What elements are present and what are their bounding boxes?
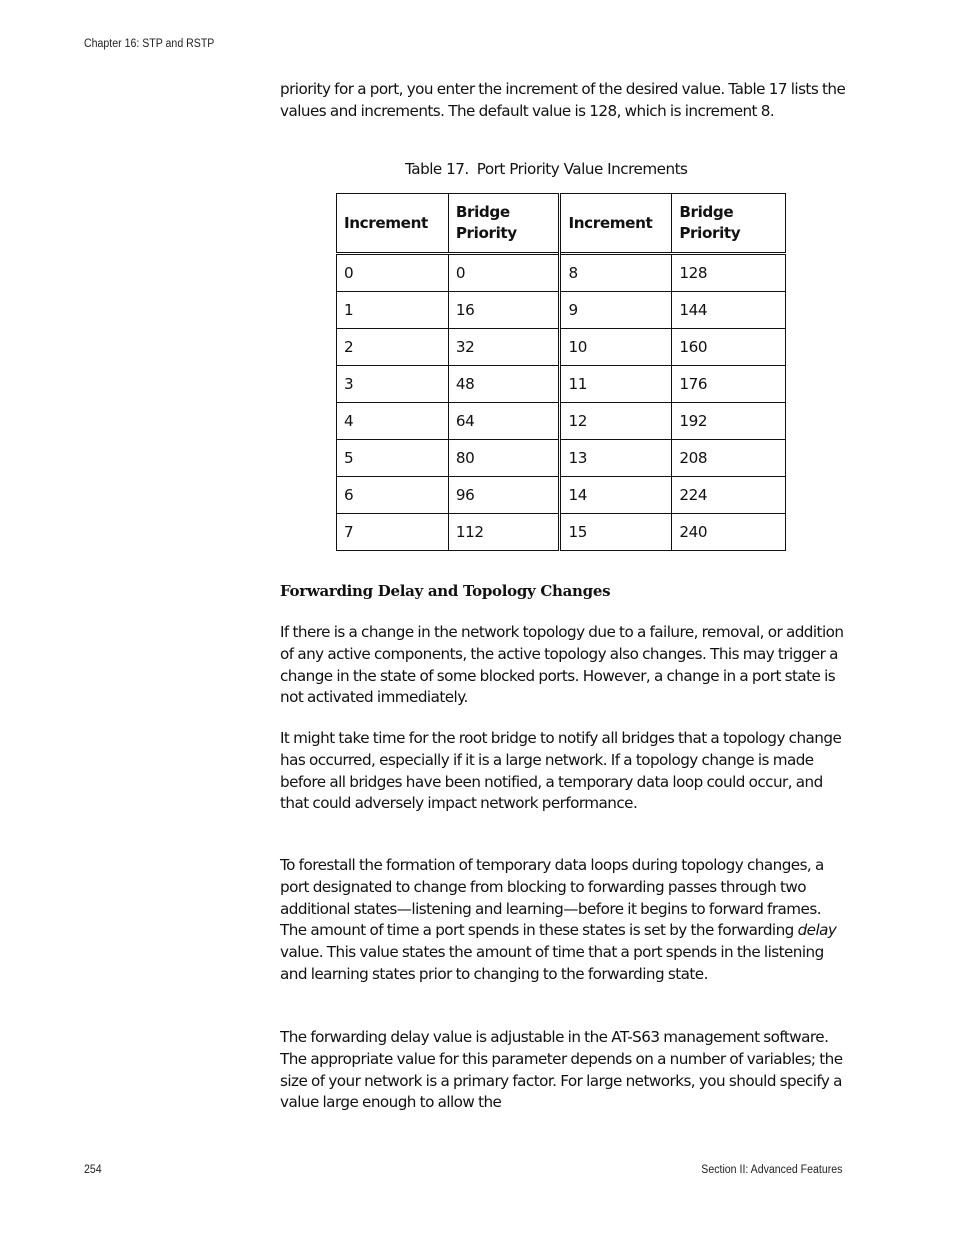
cell-bridge-priority: 208 <box>672 440 786 477</box>
cell-bridge-priority: 112 <box>448 514 560 551</box>
cell-increment: 9 <box>560 292 672 329</box>
header-increment: Increment <box>337 194 449 254</box>
cell-increment: 6 <box>337 477 449 514</box>
header-increment: Increment <box>560 194 672 254</box>
emphasis-delay: delay <box>797 921 837 940</box>
section-footer: Section II: Advanced Features <box>700 1164 842 1176</box>
cell-bridge-priority: 192 <box>672 403 786 440</box>
page-number: 254 <box>84 1164 102 1176</box>
table-row <box>337 477 786 514</box>
table-row <box>337 403 786 440</box>
cell-increment: 11 <box>560 366 672 403</box>
table-caption-label: Table 17. <box>405 160 469 178</box>
cell-bridge-priority: 48 <box>448 366 560 403</box>
cell-increment: 0 <box>337 254 449 292</box>
header-bridge-priority: Bridge Priority <box>448 194 560 254</box>
cell-increment: 8 <box>560 254 672 292</box>
cell-bridge-priority: 224 <box>672 477 786 514</box>
paragraph: It might take time for the root bridge to notify all bridges that a topology change has occurred, especially if it is a large network. If a topology change is made before all bridges have been notified, a temporary data loop could occur, and that could adversely impact network performance. <box>280 729 842 813</box>
table-caption-title: Port Priority Value Increments <box>476 160 688 178</box>
cell-increment: 7 <box>337 514 449 551</box>
paragraph-text: value. This value states the amount of time that a port spends in the listening and learning states prior to changing to the forwarding state. <box>280 943 824 983</box>
table-row <box>337 292 786 329</box>
cell-increment: 13 <box>560 440 672 477</box>
cell-increment: 5 <box>337 440 449 477</box>
table-row <box>337 366 786 403</box>
cell-increment: 14 <box>560 477 672 514</box>
table-row <box>337 440 786 477</box>
cell-bridge-priority: 240 <box>672 514 786 551</box>
cell-bridge-priority: 80 <box>448 440 560 477</box>
paragraph: If there is a change in the network topology due to a failure, removal, or addition of any active components, the active topology also changes. This may trigger a change in the state of some blocked ports. However, a change in a port state is not activated immediately. <box>280 623 844 707</box>
cell-increment: 12 <box>560 403 672 440</box>
cell-increment: 10 <box>560 329 672 366</box>
cell-bridge-priority: 96 <box>448 477 560 514</box>
cell-bridge-priority: 16 <box>448 292 560 329</box>
paragraph <box>280 855 846 986</box>
running-header: Chapter 16: STP and RSTP <box>84 38 215 50</box>
cell-increment: 4 <box>337 403 449 440</box>
section-heading: Forwarding Delay and Topology Changes <box>280 582 611 600</box>
table-row <box>337 329 786 366</box>
paragraph-text: To forestall the formation of temporary data loops during topology changes, a port designated to change from blocking to forwarding passes through two additional states—listening and learning—before it begins to forward frames. The amount of time a port spends in these states is set by the forwarding <box>280 856 824 940</box>
cell-bridge-priority: 176 <box>672 366 786 403</box>
cell-increment: 15 <box>560 514 672 551</box>
cell-increment: 2 <box>337 329 449 366</box>
cell-bridge-priority: 64 <box>448 403 560 440</box>
table-header-row <box>337 194 786 254</box>
cell-bridge-priority: 128 <box>672 254 786 292</box>
cell-bridge-priority: 0 <box>448 254 560 292</box>
table-caption <box>405 160 687 178</box>
port-priority-table <box>336 193 786 551</box>
intro-paragraph: priority for a port, you enter the increment of the desired value. Table 17 lists the values and increments. The default value is 128, which is increment 8. <box>280 80 846 120</box>
table-row <box>337 254 786 292</box>
paragraph: The forwarding delay value is adjustable in the AT-S63 management software. The appropriate value for this parameter depends on a number of variables; the size of your network is a primary factor. For large networks, you should specify a value large enough to allow the <box>280 1028 843 1112</box>
table-row <box>337 514 786 551</box>
cell-bridge-priority: 160 <box>672 329 786 366</box>
header-bridge-priority: Bridge Priority <box>672 194 786 254</box>
cell-bridge-priority: 32 <box>448 329 560 366</box>
cell-increment: 3 <box>337 366 449 403</box>
cell-bridge-priority: 144 <box>672 292 786 329</box>
cell-increment: 1 <box>337 292 449 329</box>
